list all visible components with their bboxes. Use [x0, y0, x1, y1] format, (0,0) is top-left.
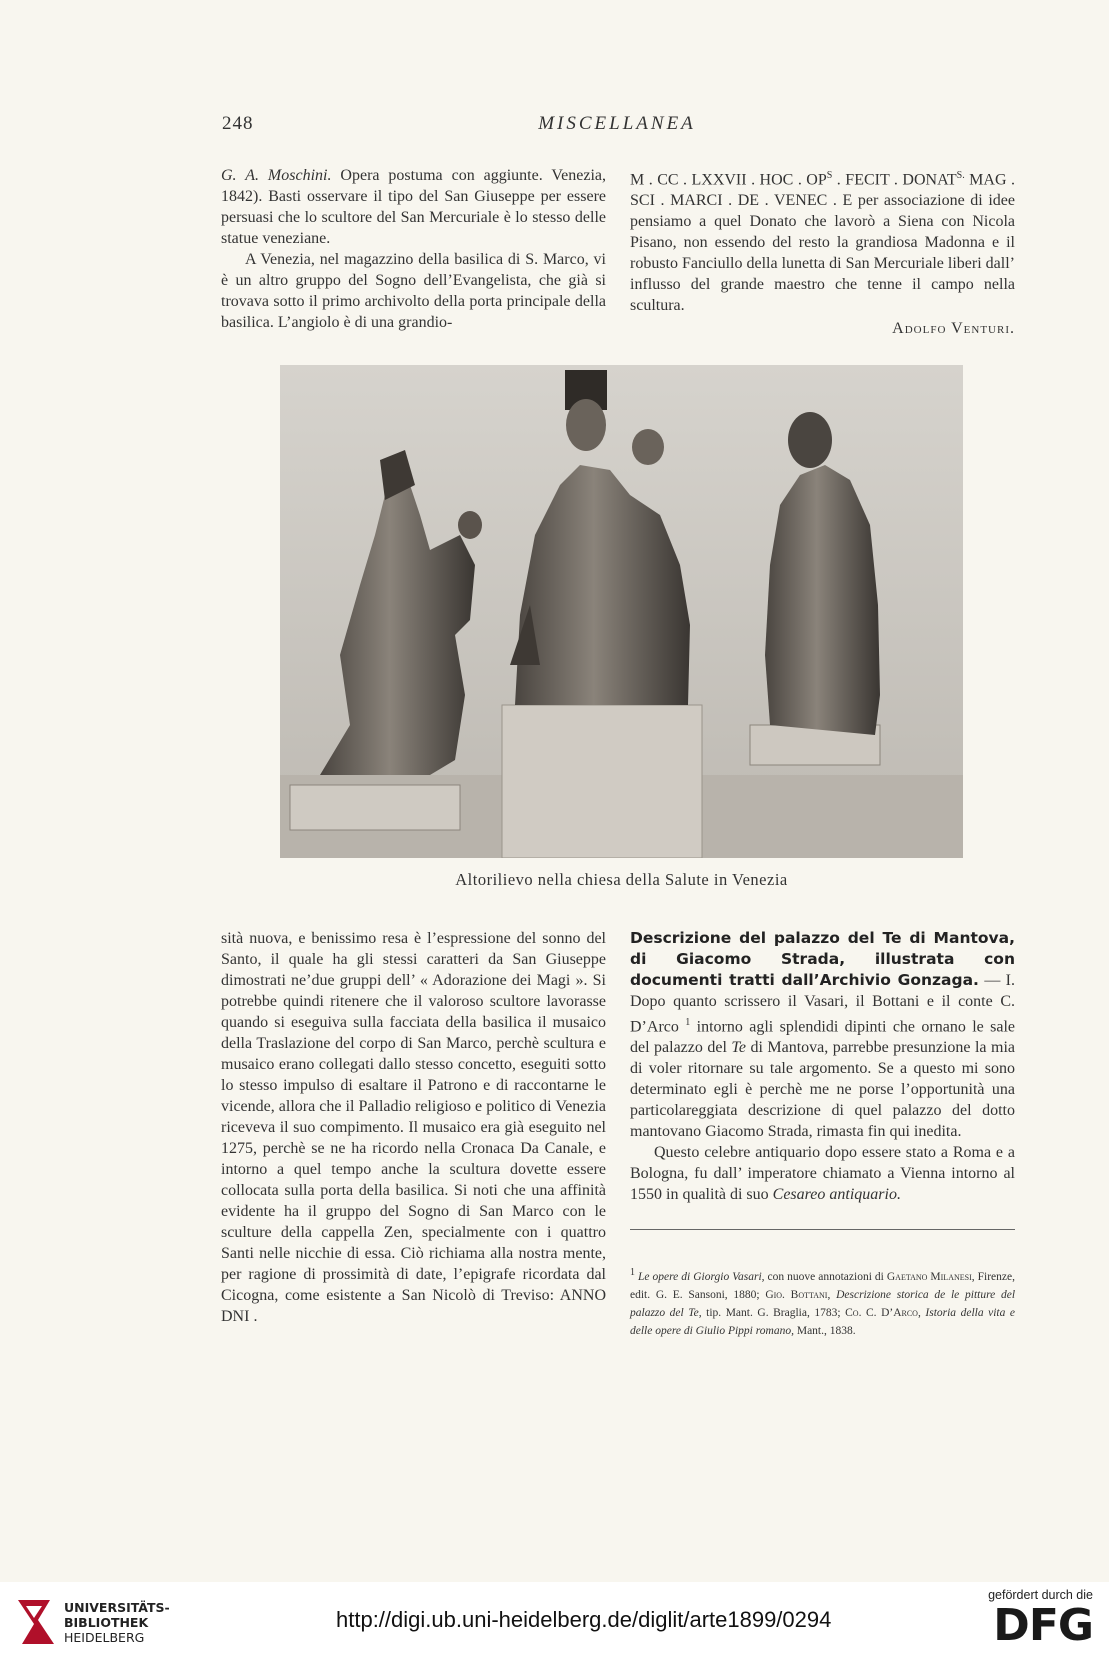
sponsor-label: gefördert durch die: [988, 1588, 1093, 1602]
paragraph-text: intorno agli splendidi dipinti che ornano le sale del palazzo del: [630, 1018, 1016, 1057]
paragraph: [630, 928, 1015, 1142]
italic-title: Cesareo antiquario.: [772, 1186, 901, 1204]
university-library-logo-icon[interactable]: [14, 1596, 60, 1648]
footnote-divider: [630, 1229, 1015, 1230]
superscript: S.: [956, 170, 965, 181]
footnote: [630, 1264, 1015, 1340]
footnote-reference: 1: [685, 1017, 691, 1028]
footnote-name: Gaetano Milanesi: [886, 1270, 972, 1283]
author-signature: Adolfo Venturi.: [892, 320, 1015, 338]
footnote-name: Gio. Bottani: [765, 1288, 828, 1301]
footnote-title: Istoria della vita e delle opere di Giulio Pippi romano,: [630, 1306, 1016, 1337]
library-name-line: HEIDELBERG: [64, 1630, 145, 1645]
dfg-logo[interactable]: DFG: [993, 1600, 1093, 1651]
paragraph: sità nuova, e benissimo resa è l’espressione del sonno del Santo, il quale ha gli stessi caratteri da San Giuseppe dimostrati ne’due gruppi dell’ « Adorazione dei Magi ». Si potrebbe quindi ritenere che il valoroso scultore lavorasse quando si eseguiva sulla facciata della basilica il musaico della Traslazione del corpo di San Marco, perchè scultura e musaico erano collegati dallo stesso concetto, eseguiti sotto lo stesso impulso di esaltare il Patrono e di raccontarne le vicende, allora che il Palladio religioso e politico di Venezia riceveva il suo compimento. Il musaico era già eseguito nel 1275, perchè se ne ha ricordo nella Cronaca Da Canale, e intorno a quel tempo anche la scultura dovette essere collocata sulla porta della basilica. Si noti che una affinità evidente ha il gruppo del Sogno di San Marco con le sculture della cappella Zen, specialmente con i quattro Santi nelle nicchie di essa. Ciò richiama alla nostra mente, per ragione di prossimità di date, l’epigrafe ricordata dal Cicogna, come esistente a San Nicolò di Treviso: ANNO DNI .: [221, 930, 606, 1325]
footnote-title: Descrizione storica de le pitture del palazzo del Te,: [630, 1288, 1016, 1319]
bottom-right-column: [630, 928, 1015, 1205]
permalink-url[interactable]: http://digi.ub.uni-heidelberg.de/diglit/arte1899/0294: [336, 1607, 832, 1632]
footnote-text: con nuove annotazioni di: [764, 1270, 887, 1283]
footnote-title: Le opere di Giorgio Vasari,: [638, 1270, 765, 1283]
footer-bar: [0, 1582, 1109, 1664]
paragraph: [630, 1142, 1015, 1205]
inscription: . FECIT . DONAT: [832, 171, 957, 189]
paragraph: [630, 165, 1015, 316]
paragraph: A Venezia, nel magazzino della basilica di S. Marco, vi è un altro gruppo del Sogno dell’Evangelista, che già si trovava sotto il primo archivolto della porta principale della basilica. L’angiolo è di una grandio-: [221, 251, 606, 331]
footnote-text: ,: [917, 1306, 926, 1319]
bottom-left-column: [221, 928, 606, 1327]
footnote-name: Co. C. D’Arco: [845, 1306, 918, 1319]
inscription: MAG . SCI . MARCI . DE . VENEC .: [630, 171, 1016, 210]
inscription: M . CC . LXXVII . HOC . OP: [630, 171, 827, 189]
footnote-text: ,: [827, 1288, 837, 1301]
sponsor-block: [963, 1588, 1093, 1650]
paragraph: [221, 165, 606, 249]
superscript: S: [826, 170, 833, 181]
paragraph-text: di Mantova, parrebbe presunzione la mia di voler ritornare su tale argomento. Se a questo mi sono determinato egli è perchè me ne porse l’opportunità una particolareggiata descrizione di quel palazzo del dotto mantovano Giacomo Strada, rimasta fin qui inedita.: [630, 1039, 1016, 1141]
page-number: 248: [222, 113, 254, 134]
sculpture-photograph: [280, 365, 963, 858]
paragraph-text: Questo celebre antiquario dopo essere stato a Roma e a Bologna, fu dall’ imperatore chiamato a Vienna intorno al 1550 in qualità di suo: [630, 1144, 1015, 1204]
footnote-text: tip. Mant. G. Braglia, 1783;: [701, 1306, 846, 1319]
library-name: [64, 1600, 170, 1645]
sculpture-illustration: [280, 365, 963, 858]
top-left-column: [221, 165, 606, 333]
footnote-text: Mant., 1838.: [793, 1324, 856, 1337]
section-heading: Descrizione del palazzo del Te di Mantova, di Giacomo Strada, illustrata con documenti tratti dall’Archivio Gonzaga.: [630, 929, 1015, 989]
library-name-line: BIBLIOTHEK: [64, 1615, 149, 1630]
italic-word: Te: [731, 1039, 746, 1057]
running-title: MISCELLANEA: [538, 113, 696, 134]
figure-caption: Altorilievo nella chiesa della Salute in Venezia: [455, 870, 788, 889]
paragraph-text: Opera postuma con aggiunte. Venezia, 1842). Basti osservare il tipo del San Giuseppe per essere persuasi che lo scultore del San Mercuriale è lo stesso delle statue veneziane.: [221, 167, 606, 247]
paragraph-text: E per associazione di idee pensiamo a quel Donato che lavorò a Siena con Nicola Pisano, non essendo del resto la grandiosa Madonna e il robusto Fanciullo della lunetta di San Mercuriale liberi dall’ influsso del grande maestro che tenne il campo nella scultura.: [630, 192, 1015, 315]
top-right-column: [630, 165, 1015, 339]
running-head: [222, 113, 1012, 141]
footnote-text: , Firenze, edit. G. E. Sansoni, 1880;: [630, 1270, 1015, 1301]
paragraph-text: — I. Dopo quanto scrissero il Vasari, il Bottani e il conte C. D’Arco: [630, 972, 1015, 1036]
footnote-mark: 1: [630, 1267, 635, 1278]
library-name-line: UNIVERSITÄTS-: [64, 1600, 170, 1615]
citation: G. A. Moschini.: [221, 167, 332, 184]
